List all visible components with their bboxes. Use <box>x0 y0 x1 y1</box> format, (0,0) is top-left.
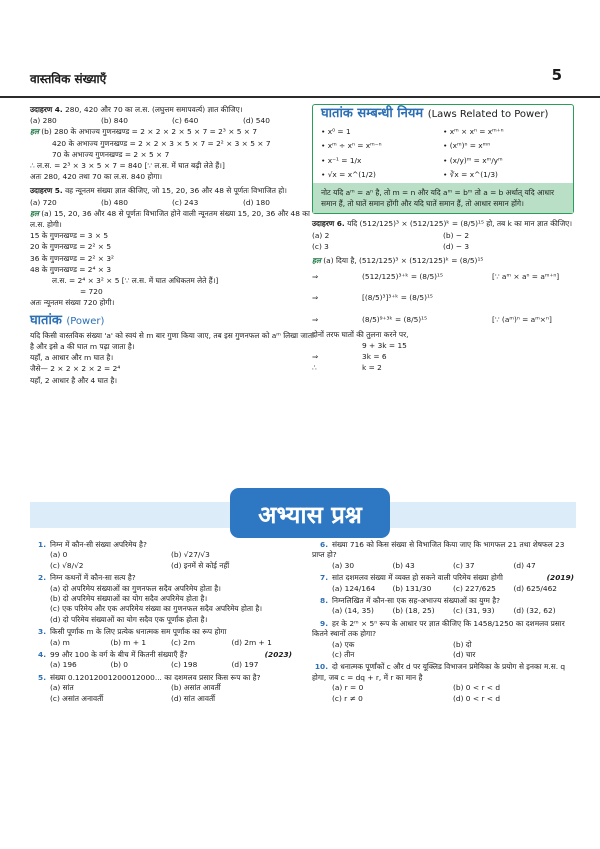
step-expr: [(8/5)³]³⁺ᵏ = (8/5)¹⁵ <box>362 293 433 303</box>
solution-answer: अतः न्यूनतम संख्या 720 होगी। <box>30 298 115 308</box>
banner-title: अभ्यास प्रश्न <box>258 501 362 529</box>
power-example: जैसे— 2 × 2 × 2 × 2 = 2⁴ <box>30 364 121 374</box>
law-item: • x⁰ = 1 <box>321 126 443 137</box>
option: (a) दो अपरिमेय संख्याओं का गुणनफल सदैव अपरिमेय होता है। <box>50 583 221 593</box>
option: (d) (32, 62) <box>513 606 556 616</box>
example-5-text: वह न्यूनतम संख्या ज्ञात कीजिए, जो 15, 20, 36 और 48 से पूर्णतः विभाजित हो। <box>65 186 287 196</box>
question-number: 8. <box>320 596 328 606</box>
step-sign: ⇒ <box>312 293 319 303</box>
question-2 <box>30 573 292 625</box>
question-text: निम्नलिखित में कौन-सा एक सह-अभाज्य संख्याओं का युग्म है? <box>332 596 501 606</box>
option: (c) 640 <box>172 116 199 126</box>
option: (c) 2m <box>171 637 196 647</box>
question-number: 7. <box>320 573 328 583</box>
question-7 <box>312 573 574 594</box>
option: (d) 47 <box>513 560 536 570</box>
step-expr: (512/125)³⁺ᵏ = (8/5)¹⁵ <box>362 272 443 282</box>
laws-title-text: घातांक सम्बन्धी नियम <box>321 106 424 121</box>
question-number: 10. <box>314 662 328 672</box>
option: (c) एक परिमेय और एक अपरिमेय संख्या का गुणनफल सदैव अपरिमेय होता है। <box>50 604 263 614</box>
option: (a) 720 <box>30 197 57 207</box>
example-5-options <box>30 197 314 208</box>
option: (d) 197 <box>231 660 259 670</box>
lcm-result: = 720 <box>80 287 103 297</box>
law-item: • xᵐ ÷ xⁿ = xᵐ⁻ⁿ <box>321 140 443 151</box>
laws-note: नोट यदि aᵐ = aⁿ है, तो m = n और यदि aᵐ = bᵐ तो a = b अर्थात् यदि आधार समान हैं, तो घातें समान होंगी और यदि घातें समान हैं, तो आधार समान होंगे। <box>313 183 573 213</box>
option: (a) एक <box>332 639 355 649</box>
power-section-title <box>30 312 314 328</box>
question-year: (2019) <box>546 573 574 583</box>
example-6-head: उदाहरण 6. <box>312 219 345 229</box>
option: (b) 0 <box>110 660 129 670</box>
question-text: सांत दशमलव संख्या में व्यक्त हो सकने वाली परिमेय संख्या होगी <box>332 573 503 583</box>
eq-expr: 9 + 3k = 15 <box>362 341 407 351</box>
option: (a) r = 0 <box>332 683 364 693</box>
factor-line: 48 के गुणनखण्ड = 2⁴ × 3 <box>30 264 112 274</box>
solution-eq <box>312 351 574 362</box>
option: (d) 625/462 <box>513 583 558 593</box>
option: (b) (18, 25) <box>392 606 435 616</box>
question-9 <box>312 619 574 661</box>
laws-title <box>321 108 565 120</box>
option: (b) 131/30 <box>392 583 432 593</box>
power-text: यहाँ, a आधार और m घात है। <box>30 353 114 363</box>
option: (b) √27/√3 <box>171 550 210 560</box>
option: (d) 540 <box>243 116 270 126</box>
question-text: 99 और 100 के वर्ग के बीच में कितनी संख्याएँ हैं? <box>50 650 188 660</box>
option: (b) 840 <box>101 116 128 126</box>
option: (c) तीन <box>332 650 355 660</box>
option: (c) r ≠ 0 <box>332 693 363 703</box>
question-3 <box>30 627 292 648</box>
example-6 <box>312 218 574 373</box>
question-10 <box>312 662 574 704</box>
option: (a) 0 <box>50 550 68 560</box>
solution-line: 70 के अभाज्य गुणनखण्ड = 2 × 5 × 7 <box>52 149 170 159</box>
example-4-text: 280, 420 और 70 का ल.स. (लघुत्तम समापवर्त्य) ज्ञात कीजिए। <box>65 105 243 114</box>
option: (b) 0 < r < d <box>453 683 501 693</box>
option: (c) √8/√2 <box>50 560 84 570</box>
question-year: (2023) <box>264 650 292 660</box>
laws-box <box>312 104 574 214</box>
question-8 <box>312 596 574 617</box>
chapter-title: वास्तविक संख्याएँ <box>30 72 107 86</box>
option: (c) (31, 93) <box>453 606 495 616</box>
question-6 <box>312 540 574 571</box>
question-number: 6. <box>320 540 328 549</box>
option: (c) 37 <box>453 560 475 570</box>
law-item: • √x = x^(1/2) <box>321 169 443 180</box>
solution-step <box>312 271 574 282</box>
option: (a) 2 <box>312 230 330 240</box>
option: (c) 198 <box>171 660 198 670</box>
power-title: घातांक <box>30 312 62 328</box>
option: (b) दो <box>453 639 472 649</box>
step-sign: ⇒ <box>312 352 319 362</box>
exercise-banner <box>30 488 576 540</box>
solution-line: (b) 280 के अभाज्य गुणनखण्ड = 2 × 2 × 2 × 5 × 7 = 2³ × 5 × 7 <box>41 127 258 137</box>
option: (d) चार <box>453 650 476 660</box>
solution-line: 420 के अभाज्य गुणनखण्ड = 2 × 2 × 3 × 5 × 7 = 2² × 3 × 5 × 7 <box>52 138 271 148</box>
solution-label: हल <box>30 127 39 137</box>
option: (d) दो परिमेय संख्याओं का योग सदैव एक पूर्णांक होता है। <box>50 614 208 624</box>
option: (d) सांत आवर्ती <box>171 693 216 703</box>
question-text: संख्या 0.12012001200012000... का दशमलव प्रसार किस रूप का है? <box>50 672 261 682</box>
option: (c) असांत अनावर्ती <box>50 693 104 703</box>
question-text: निम्न में कौन-सी संख्या अपरिमेय है? <box>50 540 147 549</box>
lcm-line: ल.स. = 2⁴ × 3² × 5 [∵ ल.स. में घात अधिकतम लेते हैं।] <box>52 276 219 286</box>
option: (d) − 3 <box>443 241 470 251</box>
law-item: • (xᵐ)ⁿ = xᵐⁿ <box>443 140 565 151</box>
law-item: • (x/y)ᵐ = xᵐ/yᵐ <box>443 155 565 166</box>
power-definition: यदि किसी वास्तविक संख्या 'a' को स्वयं से m बार गुणा किया जाए, तब इस गुणनफल को aᵐ लिखा जाता है और इसे a की घात m पढ़ा जाता है। <box>30 330 314 352</box>
question-5 <box>30 673 292 704</box>
option: (d) 0 < r < d <box>453 693 501 703</box>
step-sign: ⇒ <box>312 272 319 282</box>
option: (b) असांत आवर्ती <box>171 683 221 693</box>
option: (a) 196 <box>50 660 77 670</box>
option: (a) 124/164 <box>332 583 376 593</box>
question-1 <box>30 540 292 571</box>
exercise-right <box>312 540 574 706</box>
question-text: दो धनात्मक पूर्णांकों c और d पर यूक्लिड विभाजन प्रमेयिका के प्रयोग से इनका म.स. q होगा, जब c = dq + r, में r का मान है <box>312 662 566 682</box>
solution-line: ∴ ल.स. = 2³ × 3 × 5 × 7 = 840 [∵ ल.स. में घात बढ़ी लेते हैं।] <box>30 161 225 171</box>
option: (a) m <box>50 637 70 647</box>
exercise-left <box>30 540 292 706</box>
question-number: 5. <box>38 672 46 682</box>
example-4-head: उदाहरण 4. <box>30 105 63 114</box>
solution-label: हल <box>312 256 321 266</box>
power-text: यहाँ, 2 आधार है और 4 घात है। <box>30 375 118 385</box>
option: (c) 243 <box>172 197 199 207</box>
laws-title-en: (Laws Related to Power) <box>427 109 549 120</box>
law-item: • xᵐ × xⁿ = xᵐ⁺ⁿ <box>443 126 565 137</box>
step-reason: [∵ aᵐ × aⁿ = aᵐ⁺ⁿ] <box>492 272 560 282</box>
example-6-options <box>312 230 574 252</box>
option: (a) (14, 35) <box>332 606 374 616</box>
option: (b) 43 <box>392 560 415 570</box>
factor-line: 15 के गुणनखण्ड = 3 × 5 <box>30 231 109 241</box>
example-6-text: यदि (512/125)³ × (512/125)ᵏ = (8/5)¹⁵ हो, तब k का मान ज्ञात कीजिए। <box>347 219 573 229</box>
law-item: • x⁻¹ = 1/x <box>321 155 443 166</box>
factor-line: 36 के गुणनखण्ड = 2² × 3² <box>30 253 115 263</box>
step-sign: ∴ <box>312 363 317 373</box>
option: (a) 30 <box>332 560 355 570</box>
example-4 <box>30 104 314 182</box>
option: (b) दो अपरिमेय संख्याओं का योग सदैव अपरिमेय होता है। <box>50 594 208 604</box>
option: (d) इनमें से कोई नहीं <box>171 560 230 570</box>
question-number: 3. <box>38 627 46 637</box>
question-number: 1. <box>38 540 46 549</box>
example-5 <box>30 185 314 308</box>
question-number: 9. <box>320 618 328 628</box>
factor-line: 20 के गुणनखण्ड = 2² × 5 <box>30 242 112 252</box>
solution-line: (a) दिया है, (512/125)³ × (512/125)ᵏ = (8/5)¹⁵ <box>323 256 484 266</box>
step-expr: (8/5)⁹⁺³ᵏ = (8/5)¹⁵ <box>362 314 428 324</box>
example-4-options <box>30 115 314 126</box>
question-number: 4. <box>38 650 46 660</box>
question-text: निम्न कथनों में कौन-सा सत्य है? <box>50 573 136 583</box>
option: (b) − 2 <box>443 230 470 240</box>
option: (d) 180 <box>243 197 270 207</box>
question-text: हर के 2ᵐ × 5ⁿ रूप के आधार पर ज्ञात कीजिए कि 1458/1250 का दशमलव प्रसार कितने स्थानों तक होगा? <box>312 618 565 639</box>
question-number: 2. <box>38 573 46 583</box>
compare-text: दोनों तरफ घातों की तुलना करने पर, <box>312 329 409 339</box>
page-header <box>0 62 600 98</box>
option: (b) m + 1 <box>110 637 147 647</box>
right-column <box>312 104 574 374</box>
option: (a) सांत <box>50 683 74 693</box>
eq-expr: 3k = 6 <box>362 352 387 362</box>
question-4 <box>30 650 292 671</box>
option: (c) 3 <box>312 241 329 251</box>
solution-eq <box>312 340 574 351</box>
step-reason: [∵ (aᵐ)ⁿ = aᵐ×ⁿ] <box>492 314 552 324</box>
laws-list <box>313 123 573 183</box>
eq-expr: k = 2 <box>362 363 382 373</box>
solution-line: (a) 15, 20, 36 और 48 से पूर्णतः विभाजित होने वाली न्यूनतम संख्या 15, 20, 36 और 48 का ल.स. होगी। <box>30 208 310 230</box>
solution-label: हल <box>30 208 39 218</box>
left-column <box>30 104 314 386</box>
solution-answer: अतः 280, 420 तथा 70 का ल.स. 840 होगा। <box>30 172 163 182</box>
solution-step <box>312 292 574 303</box>
question-text: संख्या 716 को किस संख्या से विभाजित किया जाए कि भागफल 21 तथा शेषफल 23 प्राप्त हो? <box>312 540 565 560</box>
option: (d) 2m + 1 <box>231 637 272 647</box>
step-sign: ⇒ <box>312 314 319 324</box>
power-title-en: (Power) <box>66 315 105 327</box>
law-item: • ∛x = x^(1/3) <box>443 169 565 180</box>
solution-eq <box>312 362 574 373</box>
option: (b) 480 <box>101 197 128 207</box>
option: (a) 280 <box>30 116 57 126</box>
option: (c) 227/625 <box>453 583 496 593</box>
solution-step <box>312 314 574 325</box>
page-number: 5 <box>551 66 562 84</box>
question-text: किसी पूर्णांक m के लिए प्रत्येक धनात्मक सम पूर्णांक का रूप होगा <box>50 627 227 637</box>
example-5-head: उदाहरण 5. <box>30 186 63 196</box>
